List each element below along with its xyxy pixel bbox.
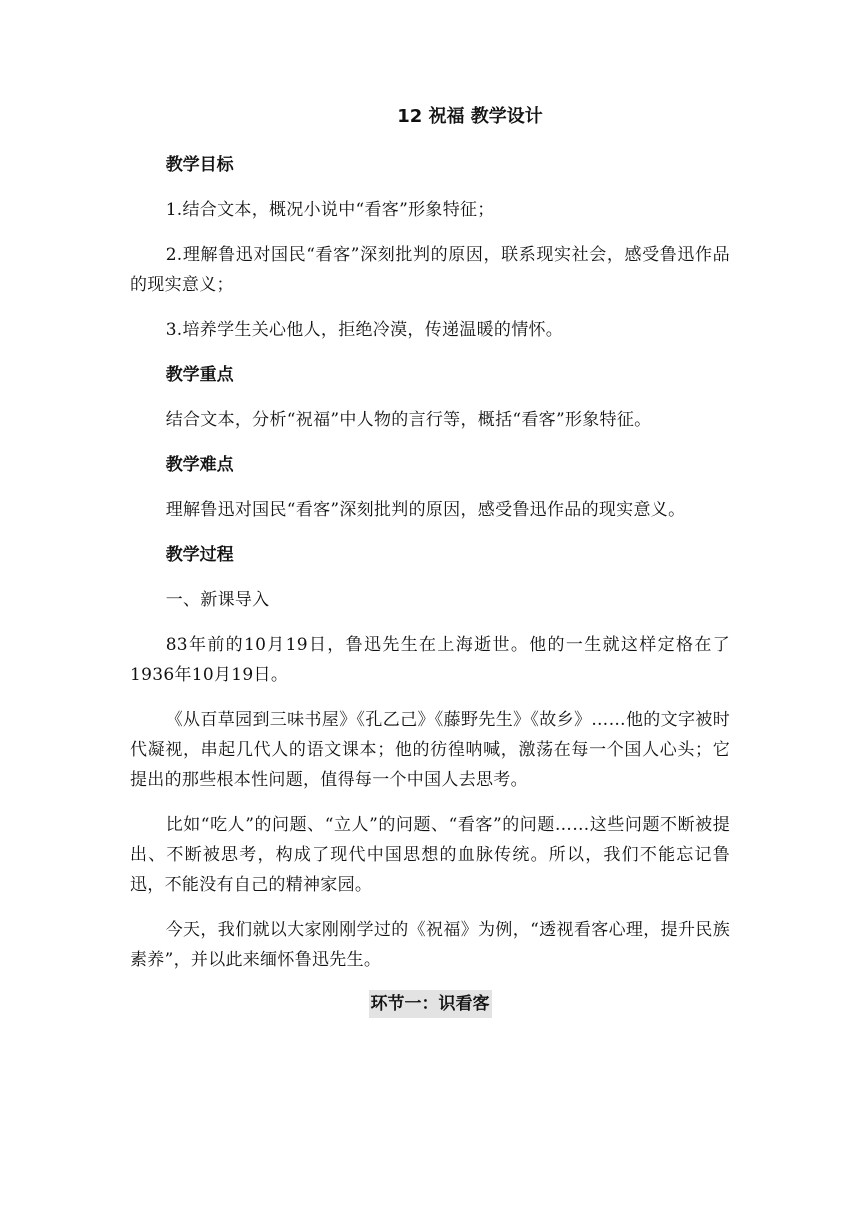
section-heading: 环节一：识看客 xyxy=(369,990,492,1018)
goals-heading: 教学目标 xyxy=(165,155,234,175)
process-paragraph-4: 今天，我们就以大家刚刚学过的《祝福》为例，“透视看客心理，提升民族素养”，并以此来缅怀鲁迅先生。 xyxy=(130,920,730,970)
document-body xyxy=(130,102,730,1018)
process-paragraph-2: 《从百草园到三味书屋》《孔乙己》《藤野先生》《故乡》……他的文字被时代凝视，串起几代人的语文课本；他的彷徨呐喊，激荡在每一个国人心头；它提出的那些根本性问题，值得每一个中国人去思考。 xyxy=(130,710,730,790)
difficulties-text: 理解鲁迅对国民“看客”深刻批判的原因，感受鲁迅作品的现实意义。 xyxy=(165,500,686,520)
section-heading-wrap xyxy=(130,990,730,1018)
difficulties-heading: 教学难点 xyxy=(165,455,234,475)
goal-item-1: 1.结合文本，概况小说中“看客”形象特征； xyxy=(165,200,495,220)
goal-item-2: 2.理解鲁迅对国民“看客”深刻批判的原因，联系现实社会，感受鲁迅作品的现实意义； xyxy=(130,245,730,295)
process-subheading: 一、新课导入 xyxy=(165,590,270,610)
document-title: 12 祝福 教学设计 xyxy=(397,106,543,127)
key-points-heading: 教学重点 xyxy=(165,365,234,385)
process-paragraph-3: 比如“吃人”的问题、“立人”的问题、“看客”的问题……这些问题不断被提出、不断被思考，构成了现代中国思想的血脉传统。所以，我们不能忘记鲁迅，不能没有自己的精神家园。 xyxy=(130,815,730,895)
process-heading: 教学过程 xyxy=(165,545,234,565)
process-paragraph-1: 83年前的10月19日，鲁迅先生在上海逝世。他的一生就这样定格在了1936年10月19日。 xyxy=(130,635,730,685)
goal-item-3: 3.培养学生关心他人，拒绝冷漠，传递温暖的情怀。 xyxy=(165,320,564,340)
key-points-text: 结合文本，分析“祝福”中人物的言行等，概括“看客”形象特征。 xyxy=(165,410,652,430)
